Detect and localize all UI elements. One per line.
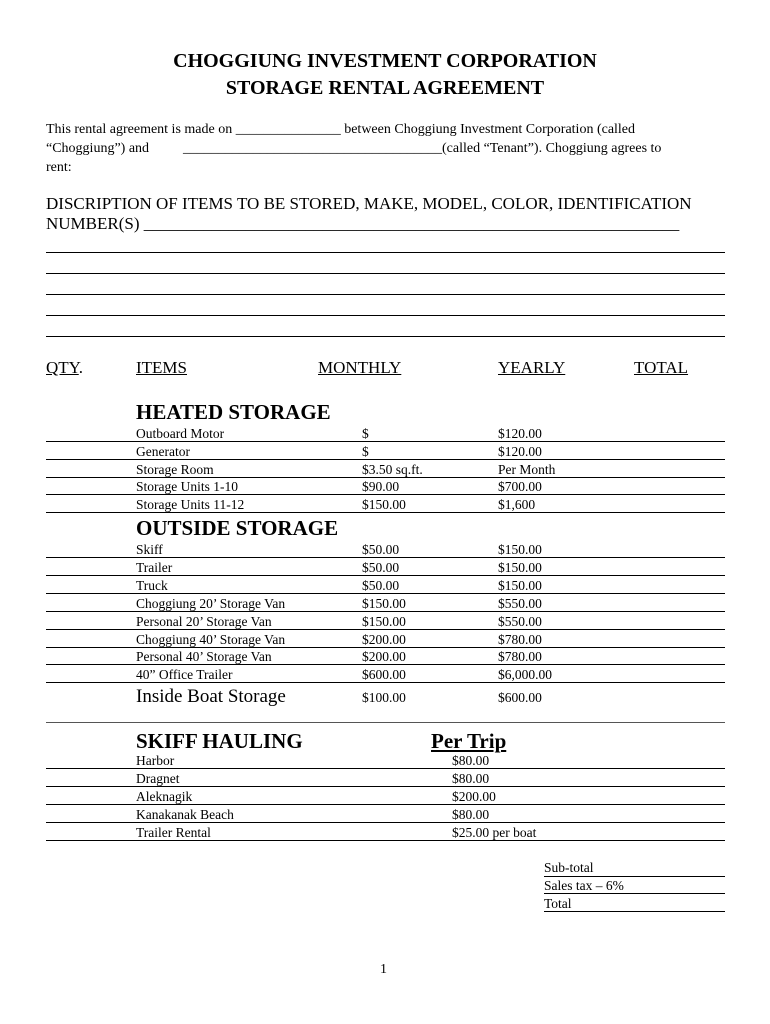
price-cell: $200.00 (452, 789, 496, 804)
row-line (46, 664, 725, 665)
column-header-items: ITEMS (136, 358, 187, 377)
yearly-cell: $780.00 (498, 631, 542, 647)
yearly-cell: $550.00 (498, 595, 542, 611)
row-line (46, 629, 725, 630)
row-line (46, 575, 725, 576)
yearly-cell: $120.00 (498, 443, 542, 459)
item-cell: Choggiung 40’ Storage Van (136, 631, 286, 647)
row-line (46, 840, 725, 841)
item-cell: Personal 40’ Storage Van (136, 649, 272, 665)
monthly-cell: $ (362, 426, 369, 441)
intro-line-2a: “Choggiung”) and (46, 141, 150, 156)
column-header-total: TOTAL (634, 358, 689, 377)
yearly-cell: Per Month (498, 461, 556, 477)
row-line (46, 459, 725, 460)
monthly-cell: $50.00 (362, 577, 400, 593)
item-cell: Storage Units 1-10 (136, 479, 238, 495)
yearly-cell: $780.00 (498, 649, 542, 665)
monthly-cell: $200.00 (362, 649, 406, 665)
subtotal-line (544, 876, 725, 877)
document-title: CHOGGIUNG INVESTMENT CORPORATION (173, 50, 597, 72)
row-line (46, 682, 725, 683)
document-subtitle: STORAGE RENTAL AGREEMENT (225, 77, 545, 99)
item-cell: Truck (136, 577, 168, 593)
price-cell: $80.00 (452, 753, 490, 768)
blank-line (46, 315, 725, 316)
intro-line-3: rent: (46, 160, 72, 175)
item-cell: Kanakanak Beach (136, 807, 234, 822)
description-line-2: NUMBER(S) _______________________________________________________________ (46, 214, 680, 233)
price-cell: $25.00 per boat (452, 825, 537, 840)
row-line (46, 768, 725, 769)
yearly-cell: $6,000.00 (498, 667, 552, 683)
item-cell: Dragnet (136, 771, 180, 786)
monthly-cell: $150.00 (362, 595, 406, 611)
item-cell: Choggiung 20’ Storage Van (136, 595, 286, 611)
monthly-cell: $3.50 sq.ft. (362, 461, 423, 477)
monthly-cell: $600.00 (362, 667, 406, 683)
row-line (46, 512, 725, 513)
sales-tax-label: Sales tax – 6% (544, 878, 624, 893)
item-cell: Generator (136, 443, 190, 459)
per-trip-header: Per Trip (431, 729, 507, 753)
row-line (46, 804, 725, 805)
item-cell: Storage Room (136, 461, 214, 477)
price-cell: $80.00 (452, 771, 490, 786)
blank-line (46, 294, 725, 295)
section-heading-outside: OUTSIDE STORAGE (136, 516, 339, 540)
column-header-monthly: MONTHLY (318, 358, 402, 377)
total-label: Total (544, 896, 572, 911)
page-number: 1 (380, 962, 387, 977)
row-line (46, 441, 725, 442)
yearly-cell: $150.00 (498, 577, 542, 593)
intro-line-1: This rental agreement is made on _______________ between Choggiung Investment Corporation (called (46, 122, 636, 137)
row-line (46, 611, 725, 612)
yearly-cell: $150.00 (498, 559, 542, 575)
yearly-cell: $550.00 (498, 613, 542, 629)
row-line (46, 722, 725, 723)
yearly-cell: $700.00 (498, 479, 542, 495)
row-line (46, 822, 725, 823)
item-cell: Trailer Rental (136, 825, 211, 840)
row-line (46, 593, 725, 594)
blank-line (46, 273, 725, 274)
item-cell: Skiff (136, 542, 163, 557)
row-line (46, 557, 725, 558)
item-cell: Storage Units 11-12 (136, 497, 245, 513)
monthly-cell: $200.00 (362, 631, 406, 647)
row-line (46, 494, 725, 495)
subtotal-label: Sub-total (544, 860, 594, 875)
column-header-yearly: YEARLY (498, 358, 566, 377)
item-cell: Personal 20’ Storage Van (136, 613, 272, 629)
monthly-cell: $90.00 (362, 479, 400, 495)
blank-line (46, 252, 725, 253)
monthly-cell: $150.00 (362, 497, 406, 513)
yearly-cell: $150.00 (498, 542, 542, 557)
total-line (544, 911, 725, 912)
item-cell: Harbor (136, 753, 175, 768)
monthly-cell: $50.00 (362, 559, 400, 575)
item-cell: 40” Office Trailer (136, 667, 233, 683)
inside-boat-item: Inside Boat Storage (136, 686, 286, 707)
sales-tax-line (544, 893, 725, 894)
section-heading-heated: HEATED STORAGE (136, 400, 331, 424)
item-cell: Outboard Motor (136, 426, 225, 441)
description-line-1: DISCRIPTION OF ITEMS TO BE STORED, MAKE, MODEL, COLOR, IDENTIFICATION (46, 194, 692, 213)
price-cell: $80.00 (452, 807, 490, 822)
row-line (46, 786, 725, 787)
intro-line-2b: _____________________________________(called “Tenant”). Choggiung agrees to (183, 141, 662, 156)
monthly-cell: $150.00 (362, 613, 406, 629)
column-header-qty: QTY. (46, 358, 83, 377)
item-cell: Trailer (136, 559, 173, 575)
inside-boat-yearly: $600.00 (498, 690, 542, 705)
row-line (46, 477, 725, 478)
yearly-cell: $120.00 (498, 426, 542, 441)
monthly-cell: $50.00 (362, 542, 400, 557)
blank-line (46, 336, 725, 337)
item-cell: Aleknagik (136, 789, 193, 804)
inside-boat-monthly: $100.00 (362, 690, 406, 705)
row-line (46, 647, 725, 648)
yearly-cell: $1,600 (498, 497, 536, 513)
monthly-cell: $ (362, 443, 369, 459)
section-heading-hauling: SKIFF HAULING (136, 729, 303, 753)
